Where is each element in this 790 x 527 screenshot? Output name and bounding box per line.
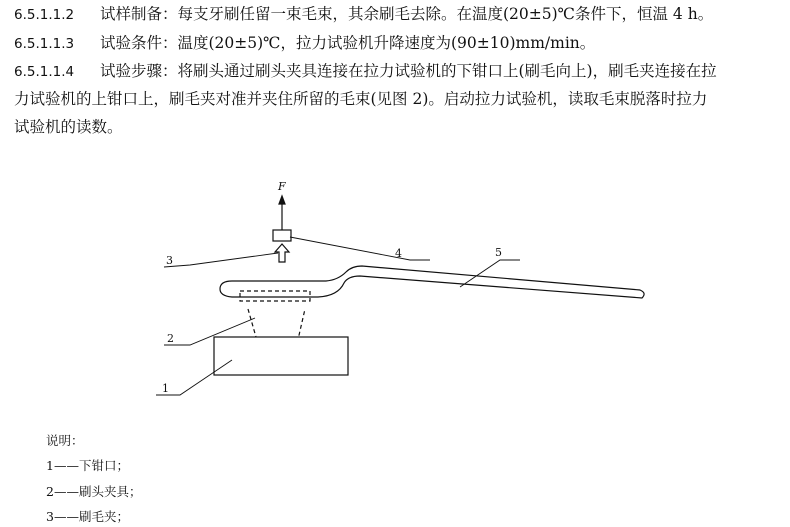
clause-number: 6.5.1.1.3: [14, 36, 75, 52]
leader-line-4: [290, 237, 430, 260]
bristle-clamp: [273, 230, 291, 241]
clause-text-continuation: 试验机的读数。: [14, 118, 123, 136]
clause-text: 试验条件：温度(20±5)℃，拉力试验机升降速度为(90±10)mm/min。: [100, 34, 596, 52]
callout-3: 3: [166, 254, 173, 267]
clause-number: 6.5.1.1.2: [14, 7, 75, 23]
legend-title: 说明：: [46, 433, 84, 448]
clause-text-continuation: 力试验机的上钳口上，刷毛夹对准并夹住所留的毛束(见图 2)。启动拉力试验机，读取毛束脱落时拉力: [14, 90, 708, 108]
clause-text: 试样制备：每支牙刷任留一束毛束，其余刷毛去除。在温度(20±5)℃条件下，恒温 4 h。: [100, 5, 714, 23]
force-label: F: [278, 180, 286, 193]
clause-number: 6.5.1.1.4: [14, 64, 75, 80]
leader-line-3: [164, 253, 278, 267]
legend-item: 3——刷毛夹；: [46, 509, 129, 524]
legend-item: 2——刷头夹具；: [46, 484, 142, 499]
legend-item: 1——下钳口；: [46, 458, 129, 473]
callout-5: 5: [495, 246, 502, 259]
callout-2: 2: [167, 332, 174, 345]
toothbrush: [220, 266, 644, 298]
force-arrow-head: [279, 196, 285, 204]
clause-text: 试验步骤：将刷头通过刷头夹具连接在拉力试验机的下钳口上(刷毛向上)，刷毛夹连接在拉: [100, 62, 717, 80]
lower-jaw: [214, 337, 348, 375]
callout-1: 1: [162, 382, 169, 395]
callout-4: 4: [395, 247, 402, 260]
